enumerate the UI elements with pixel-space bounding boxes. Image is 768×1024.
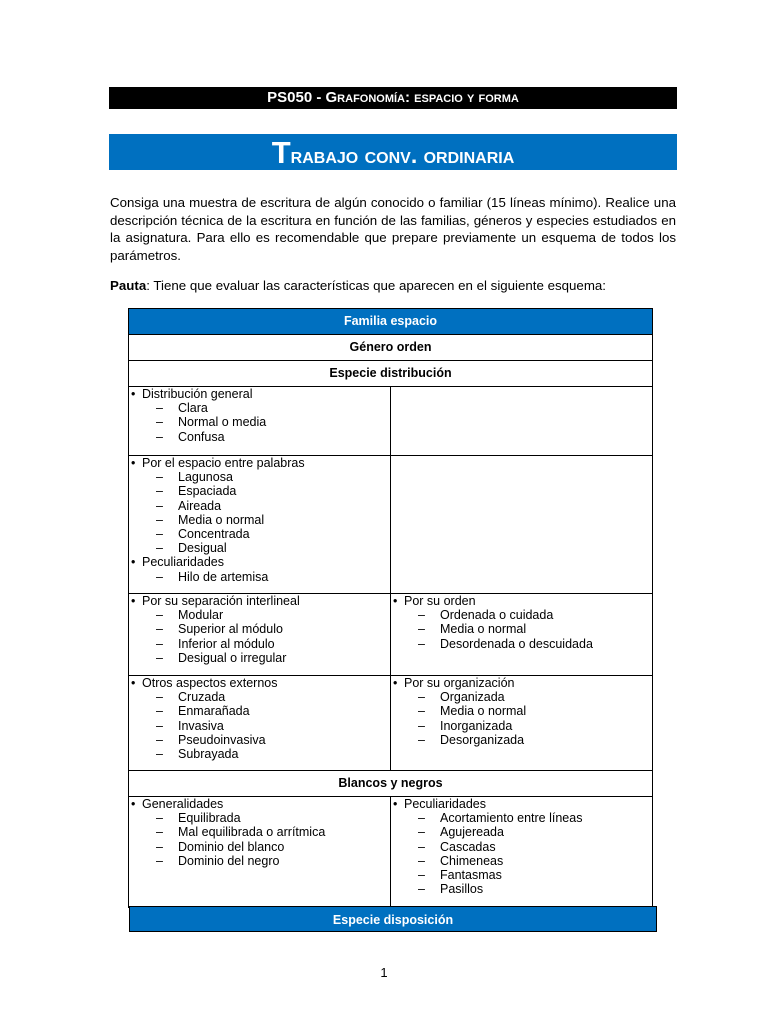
dash-item: – Lagunosa	[142, 470, 390, 484]
bullet-label: Por su organización	[404, 676, 515, 690]
bullet-label: Otros aspectos externos	[142, 676, 278, 690]
dash-item: – Desigual	[142, 541, 390, 555]
cell-row4-left	[129, 676, 391, 771]
bullet-list	[129, 594, 390, 665]
cell-row5-right	[391, 797, 653, 908]
dash-item: – Cascadas	[404, 840, 652, 854]
dash-list	[142, 811, 390, 868]
page-title	[109, 134, 677, 170]
title-rest: rabajo conv. ordinaria	[290, 142, 515, 168]
dash-list	[142, 690, 390, 761]
dash-item: – Media o normal	[404, 704, 652, 718]
bullet-label: Peculiaridades	[142, 555, 224, 570]
dash-item: – Invasiva	[142, 719, 390, 733]
cell-row1-right	[391, 387, 653, 456]
dash-item: – Dominio del blanco	[142, 840, 390, 854]
dash-item: – Desorganizada	[404, 733, 652, 747]
blancos-header: Blancos y negros	[129, 771, 653, 797]
pauta-paragraph	[110, 277, 676, 295]
dash-item: – Concentrada	[142, 527, 390, 541]
criteria-table	[128, 308, 653, 908]
dash-item: – Media o normal	[404, 622, 652, 636]
dash-item: – Desigual o irregular	[142, 651, 390, 665]
dash-list	[404, 690, 652, 747]
cell-row3-right	[391, 594, 653, 676]
dash-item: – Aireada	[142, 499, 390, 513]
dash-item: – Superior al módulo	[142, 622, 390, 636]
bullet-list	[391, 676, 652, 747]
dash-list	[142, 570, 390, 584]
dash-list	[404, 608, 652, 651]
dash-item: – Mal equilibrada o arrítmica	[142, 825, 390, 839]
dash-item: – Hilo de artemisa	[142, 570, 390, 584]
dash-item: – Desordenada o descuidada	[404, 637, 652, 651]
cell-row4-right	[391, 676, 653, 771]
dash-item: – Espaciada	[142, 484, 390, 498]
bullet-list	[129, 676, 390, 761]
bullet-list	[391, 594, 652, 651]
bullet-item	[129, 594, 390, 665]
bullet-label: Generalidades	[142, 797, 224, 811]
intro-paragraph: Consiga una muestra de escritura de algún conocido o familiar (15 líneas mínimo). Realice una descripción técnica de la escritura en función de las familias, géneros y especies estudiados en la asignatura. Para ello es recomendable que prepare previamente un esquema de todos los parámetros.	[110, 195, 676, 263]
dash-item: – Inorganizada	[404, 719, 652, 733]
dash-item: – Cruzada	[142, 690, 390, 704]
dash-item: – Acortamiento entre líneas	[404, 811, 652, 825]
dash-item: – Inferior al módulo	[142, 637, 390, 651]
title-initial: T	[271, 135, 291, 170]
bullet-item	[391, 797, 652, 896]
dash-list	[404, 811, 652, 896]
dash-item: – Agujereada	[404, 825, 652, 839]
dash-item: – Equilibrada	[142, 811, 390, 825]
bullet-label: Por el espacio entre palabras	[142, 456, 305, 470]
bullet-label: Peculiaridades	[404, 797, 486, 811]
course-header: PS050 - Grafonomía: espacio y forma	[109, 87, 677, 109]
bullet-item	[129, 555, 390, 583]
bullet-label: Por su orden	[404, 594, 476, 608]
dash-item: – Pseudoinvasiva	[142, 733, 390, 747]
bullet-label: Por su separación interlineal	[142, 594, 300, 608]
page-number: 1	[380, 965, 388, 980]
bullet-item	[129, 797, 390, 868]
bullet-label: Distribución general	[142, 387, 253, 401]
bullet-item	[129, 676, 390, 761]
dash-item: – Chimeneas	[404, 854, 652, 868]
familia-header: Familia espacio	[129, 309, 653, 335]
especie-distribucion-header: Especie distribución	[129, 361, 653, 387]
pauta-text: : Tiene que evaluar las características que aparecen en el siguiente esquema:	[146, 278, 606, 293]
dash-item: – Fantasmas	[404, 868, 652, 882]
cell-row3-left	[129, 594, 391, 676]
genero-header: Género orden	[129, 335, 653, 361]
dash-item: – Confusa	[142, 430, 390, 444]
bullet-item	[391, 676, 652, 747]
bullet-list	[129, 797, 390, 868]
dash-item: – Pasillos	[404, 882, 652, 896]
dash-item: – Enmarañada	[142, 704, 390, 718]
bullet-list	[129, 387, 390, 444]
bullet-item	[391, 594, 652, 651]
dash-list	[142, 470, 390, 555]
cell-row5-left	[129, 797, 391, 908]
cell-row2-left	[129, 456, 391, 594]
dash-item: – Organizada	[404, 690, 652, 704]
dash-list	[142, 608, 390, 665]
cell-row1-left	[129, 387, 391, 456]
dash-item: – Media o normal	[142, 513, 390, 527]
bullet-list	[129, 456, 390, 584]
dash-list	[142, 401, 390, 444]
dash-item: – Dominio del negro	[142, 854, 390, 868]
dash-item: – Modular	[142, 608, 390, 622]
bullet-list	[391, 797, 652, 896]
pauta-label: Pauta	[110, 278, 147, 293]
dash-item: – Normal o media	[142, 415, 390, 429]
cell-row2-right	[391, 456, 653, 594]
dash-item: – Ordenada o cuidada	[404, 608, 652, 622]
bullet-item	[129, 387, 390, 444]
dash-item: – Subrayada	[142, 747, 390, 761]
especie-disposicion-header: Especie disposición	[129, 906, 657, 932]
bullet-item	[129, 456, 390, 555]
dash-item: – Clara	[142, 401, 390, 415]
